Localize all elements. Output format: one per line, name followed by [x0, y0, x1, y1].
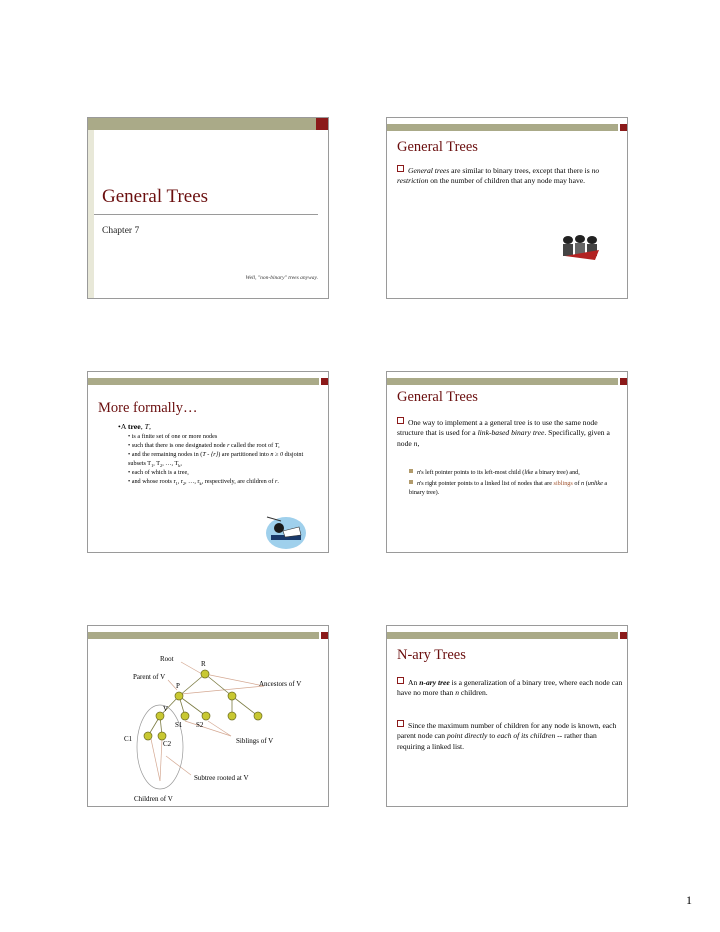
header-bar	[387, 632, 627, 639]
slide-more-formally	[87, 371, 329, 553]
label-parent: Parent of V	[133, 673, 166, 681]
slide2-title: General Trees	[397, 139, 478, 155]
label-subtree: Subtree rooted at V	[194, 774, 249, 782]
slide2-bullet: General trees are similar to binary trees, except that there is no restriction on the number of children that any node may have.	[397, 166, 600, 186]
node-C2	[158, 732, 166, 740]
label-R: R	[201, 660, 206, 668]
slide-tree-diagram	[87, 625, 329, 807]
slide1-note: Well, "non-binary" trees anyway.	[245, 275, 318, 281]
slide-nary-trees	[386, 625, 628, 807]
box-bullet-icon	[397, 165, 404, 172]
label-V: V	[163, 705, 169, 713]
label-S1: S1	[175, 721, 183, 729]
slide6-title: N-ary Trees	[397, 647, 466, 663]
node-S1	[181, 712, 189, 720]
tree-diagram	[88, 626, 328, 806]
node-V	[156, 712, 164, 720]
slide3-title: More formally…	[98, 400, 198, 416]
people-clipart-icon	[559, 232, 601, 262]
node-P-sibling	[228, 692, 236, 700]
header-bar	[88, 378, 328, 385]
node-leaf-2	[254, 712, 262, 720]
header-bar	[387, 124, 627, 131]
slide6-bullet-2: Since the maximum number of children for any node is known, each parent node can point directly to each of its children -- rather than requiring a linked list.	[397, 721, 617, 751]
label-children: Children of V	[134, 795, 173, 803]
box-bullet-icon	[397, 720, 404, 727]
slide4-title: General Trees	[397, 389, 478, 405]
slide-title	[87, 117, 329, 299]
node-S2	[202, 712, 210, 720]
slide3-definition: • is a finite set of one or more nodes • such that there is one designated node r called the root of T, • and the remaining nodes in (T - {r}) are partitioned into n ≥ 0 disjoint subsets $T_1$, $T_2$, …, $T_k$, • each of which is a tree, • and whose roots $r_1$, $r_2$, …, $r_k$, respectively, are children of r.	[128, 433, 304, 487]
node-C1	[144, 732, 152, 740]
square-bullet-icon	[409, 469, 413, 473]
slide6-bullet-1: An n-ary tree is a generalization of a binary tree, where each node can have no more than n children.	[397, 678, 623, 698]
label-P: P	[176, 682, 180, 690]
label-root: Root	[160, 655, 174, 663]
node-leaf-1	[228, 712, 236, 720]
slide1-title: General Trees	[102, 186, 209, 207]
square-bullet-icon	[409, 480, 413, 484]
label-ancestors: Ancestors of V	[259, 680, 302, 688]
title-bar	[88, 118, 328, 130]
slide-general-trees-impl	[386, 371, 628, 553]
slide4-subbullets: n's left pointer points to its left-most child (like a binary tree) and, n's right pointer points to a linked list of nodes that are siblings of n (unlike a binary tree).	[409, 469, 608, 496]
slide1-subtitle: Chapter 7	[102, 226, 140, 236]
divider	[94, 214, 318, 215]
reading-person-clipart-icon	[263, 515, 309, 551]
node-P	[175, 692, 183, 700]
slide4-bullet: One way to implement a a general tree is to use the same node structure that is used for a link-based binary tree. Specifically, given a node n,	[397, 418, 610, 448]
box-bullet-icon	[397, 417, 404, 424]
label-S2: S2	[196, 721, 204, 729]
label-siblings: Siblings of V	[236, 737, 274, 745]
box-bullet-icon	[397, 677, 404, 684]
slide3-lead: •A tree, T,	[118, 422, 151, 431]
label-C2: C2	[163, 740, 172, 748]
slide-general-trees	[386, 117, 628, 299]
accent-square	[316, 118, 328, 130]
header-bar	[387, 378, 627, 385]
page-number: 1	[686, 893, 692, 907]
node-R	[201, 670, 209, 678]
label-C1: C1	[124, 735, 133, 743]
annotation-arrows	[151, 662, 264, 781]
